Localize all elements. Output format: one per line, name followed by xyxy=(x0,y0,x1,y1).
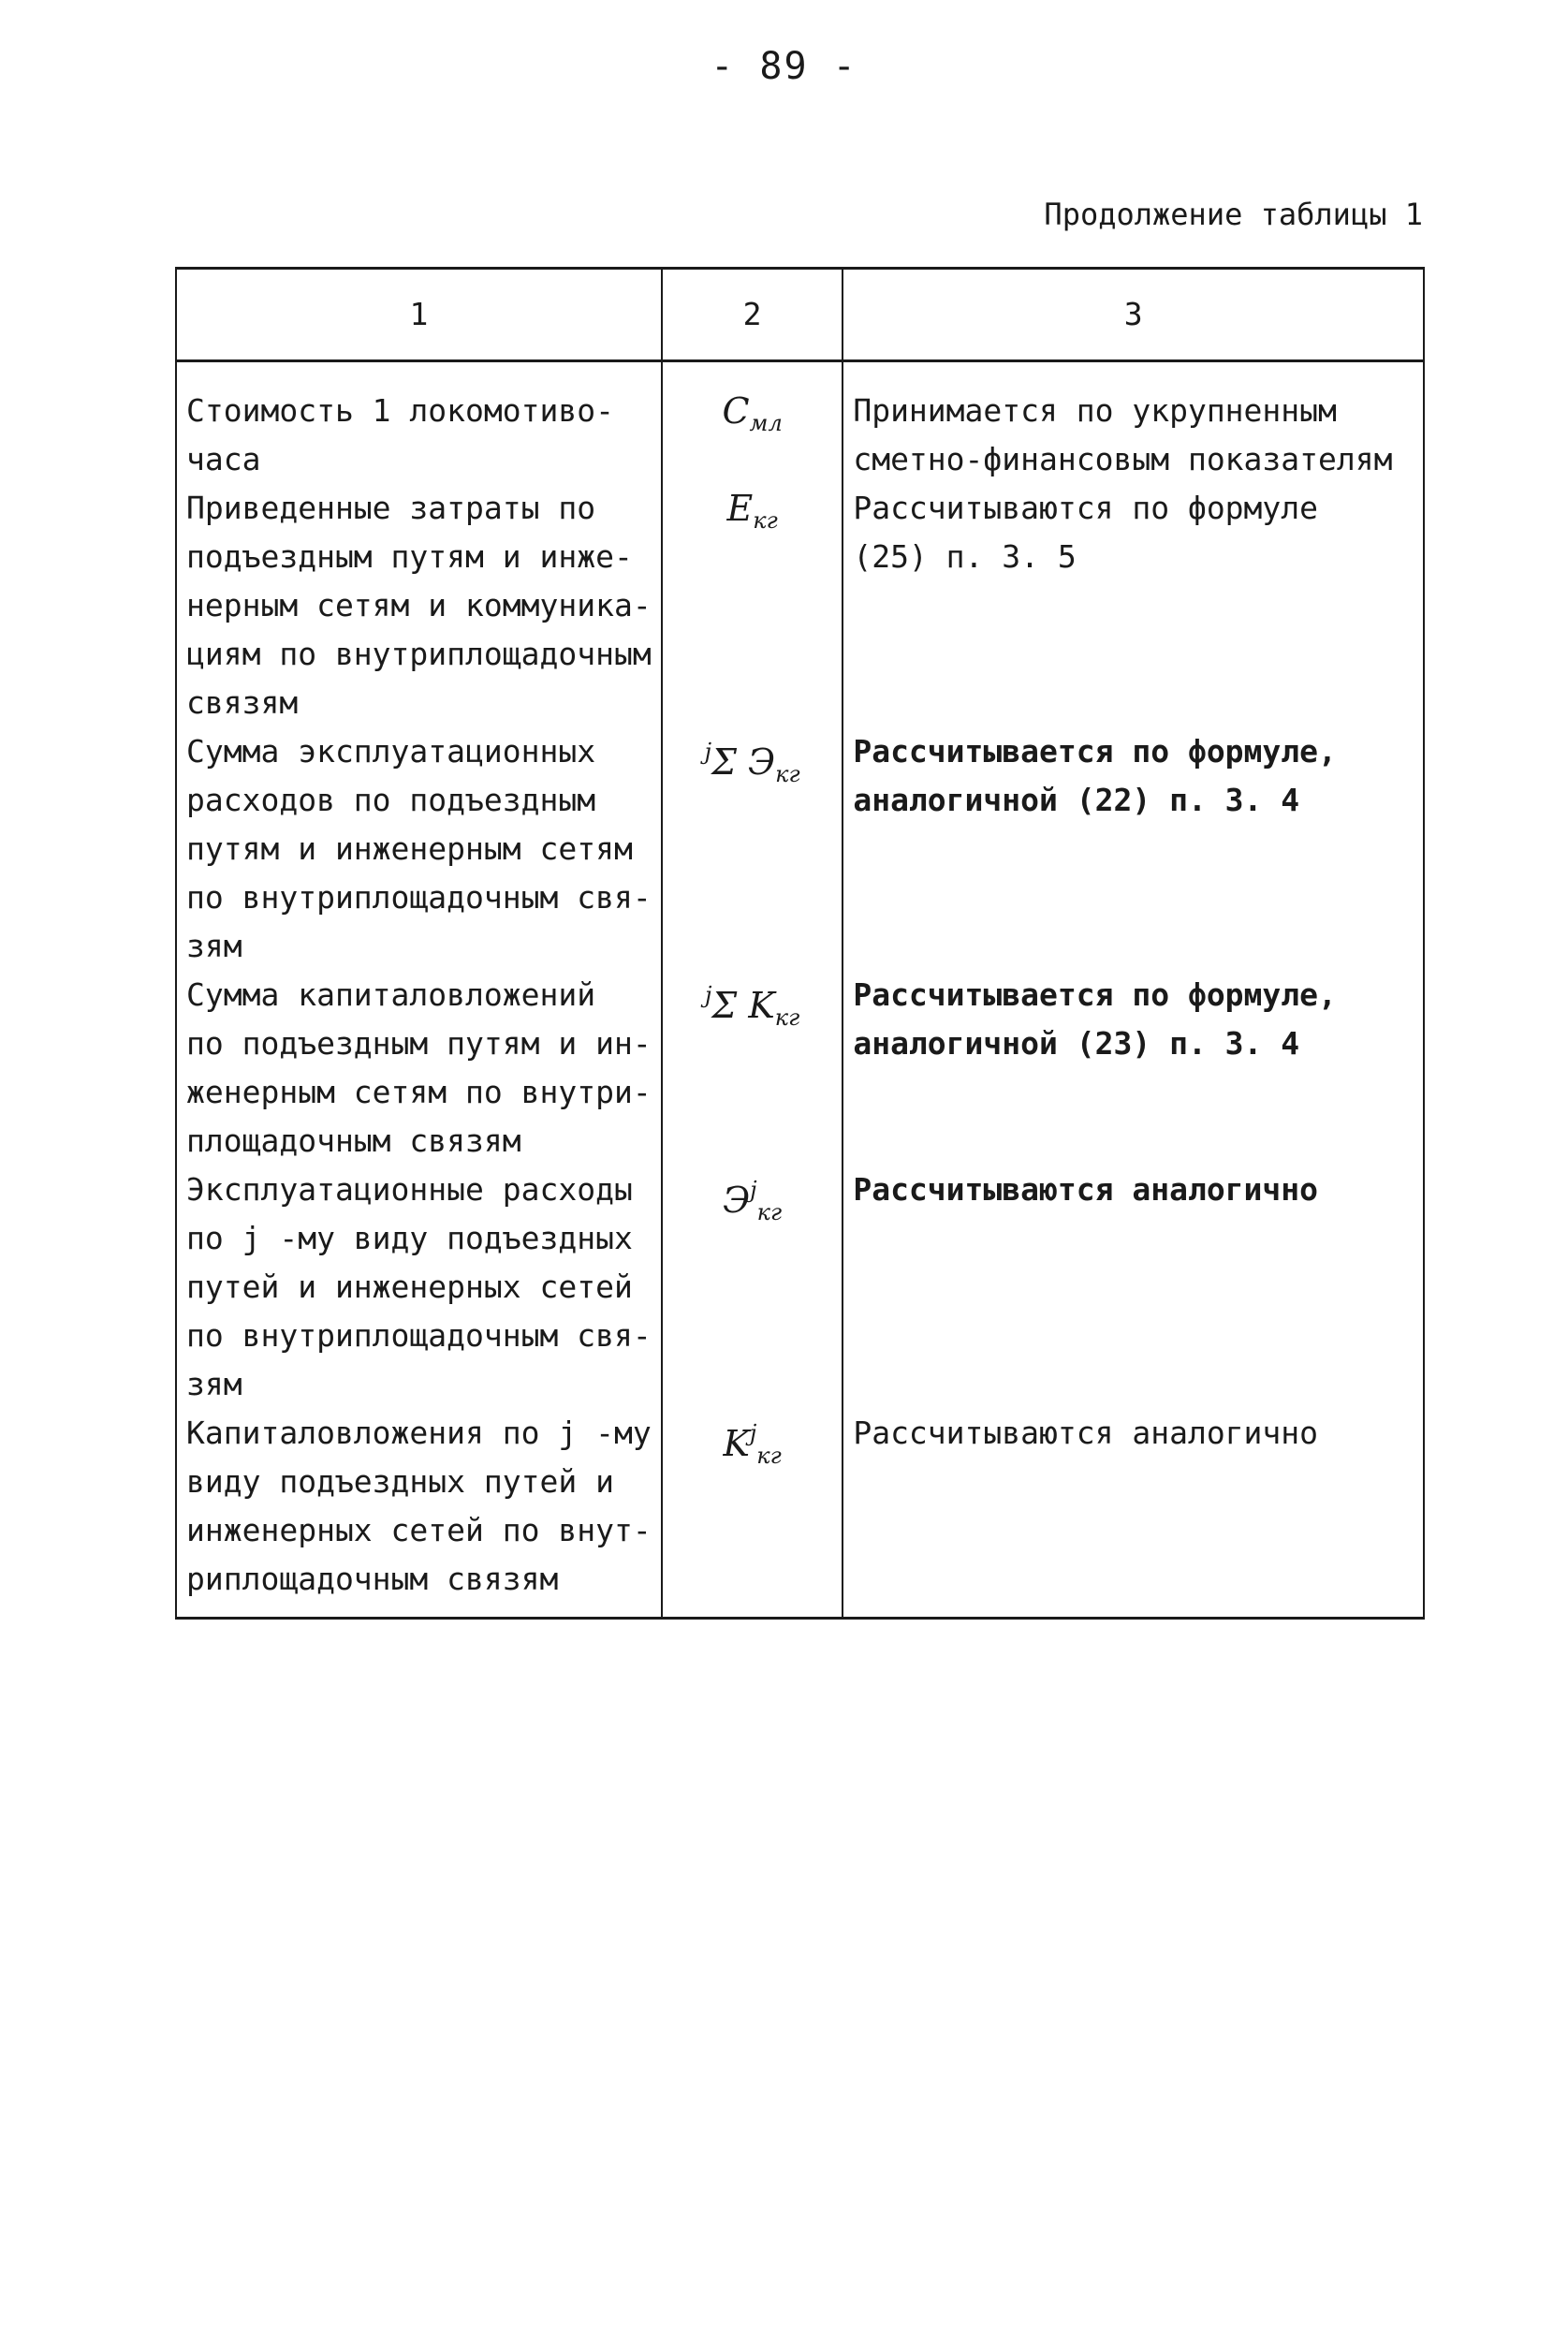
parameter-description: Принимается по укрупненным сметно-финансовым показателям xyxy=(843,361,1424,485)
symbol-superscript: j xyxy=(704,739,712,765)
table-header-row xyxy=(176,269,1424,361)
symbol-subscript: кг xyxy=(774,1004,800,1031)
symbol-formula xyxy=(723,1177,783,1225)
symbol-subscript: кг xyxy=(753,507,778,534)
parameter-description: Рассчитываются по формуле (25) п. 3. 5 xyxy=(843,484,1424,727)
table-row xyxy=(176,971,1424,1166)
symbol-subscript: кг xyxy=(756,1443,782,1469)
parameter-symbol xyxy=(662,971,843,1166)
parameter-name: Стоимость 1 локомотиво- часа xyxy=(176,361,662,485)
symbol-main: Σ Э xyxy=(711,741,776,783)
table-row xyxy=(176,727,1424,971)
symbol-formula xyxy=(704,739,800,787)
symbol-formula xyxy=(726,488,778,534)
parameter-description: Рассчитывается по формуле, аналогичной (23) п. 3. 4 xyxy=(843,971,1424,1166)
table-row xyxy=(176,361,1424,485)
symbol-main: E xyxy=(726,488,754,529)
parameter-name: Эксплуатационные расходы по j -му виду подъездных путей и инженерных сетей по внутриплощадочным свя- зям xyxy=(176,1166,662,1409)
parameter-description: Рассчитываются аналогично xyxy=(843,1166,1424,1409)
table-body xyxy=(176,361,1424,1619)
symbol-subscript: мл xyxy=(749,410,783,436)
parameter-name: Сумма эксплуатационных расходов по подъездным путям и инженерным сетям по внутриплощадочным свя- зям xyxy=(176,727,662,971)
parameter-symbol xyxy=(662,1166,843,1409)
table-row xyxy=(176,484,1424,727)
table-header xyxy=(176,269,1424,361)
parameters-table xyxy=(175,267,1425,1620)
parameter-description: Рассчитывается по формуле, аналогичной (22) п. 3. 4 xyxy=(843,727,1424,971)
symbol-superscript: j xyxy=(704,982,712,1008)
table-row xyxy=(176,1166,1424,1409)
column-header-1: 1 xyxy=(176,269,662,361)
column-header-3: 3 xyxy=(843,269,1424,361)
symbol-main: K xyxy=(723,1423,750,1464)
parameter-description: Рассчитываются аналогично xyxy=(843,1409,1424,1619)
symbol-main: Э xyxy=(723,1180,751,1221)
parameter-symbol xyxy=(662,727,843,971)
table-continuation-label: Продолжение таблицы 1 xyxy=(1044,197,1423,232)
symbol-formula xyxy=(722,390,783,436)
parameter-name: Приведенные затраты по подъездным путям и инже- нерным сетям и коммуника- циям по внутриплощадочным связям xyxy=(176,484,662,727)
column-header-2: 2 xyxy=(662,269,843,361)
page-number: - 89 - xyxy=(711,45,857,88)
symbol-formula xyxy=(723,1420,782,1469)
parameter-name: Капиталовложения по j -му виду подъездных путей и инженерных сетей по внут- риплощадочным связям xyxy=(176,1409,662,1619)
symbol-main: C xyxy=(722,390,750,432)
symbol-superscript: j xyxy=(750,1177,757,1203)
parameter-symbol xyxy=(662,361,843,485)
parameter-name: Сумма капиталовложений по подъездным путям и ин- женерным сетям по внутри- площадочным связям xyxy=(176,971,662,1166)
symbol-superscript: j xyxy=(749,1420,757,1446)
symbol-subscript: кг xyxy=(775,761,800,787)
symbol-main: Σ K xyxy=(711,985,775,1026)
symbol-formula xyxy=(704,982,800,1031)
symbol-subscript: кг xyxy=(756,1199,783,1225)
parameter-symbol xyxy=(662,1409,843,1619)
parameter-symbol xyxy=(662,484,843,727)
table-row xyxy=(176,1409,1424,1619)
